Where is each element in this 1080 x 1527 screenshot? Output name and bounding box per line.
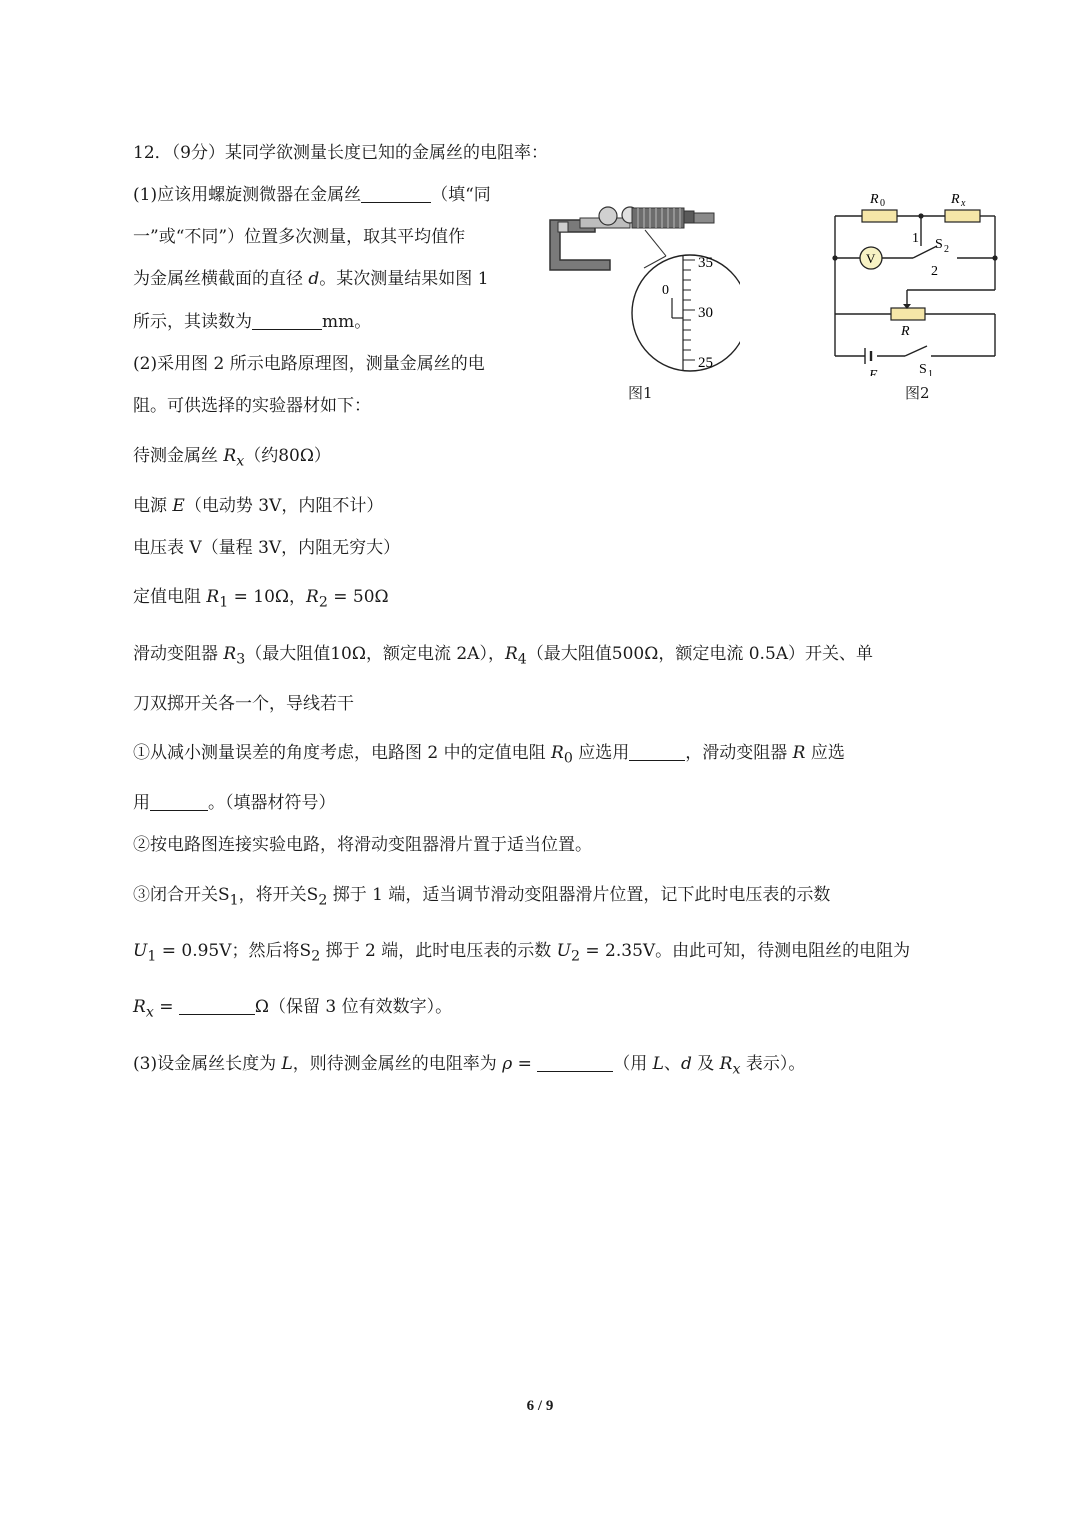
step3-line3: $R_x = \Omega$（保留 3 位有效数字）。 (133, 997, 453, 1021)
part2-line2: 阻。可供选择的实验器材如下： (133, 396, 371, 416)
figure1-micrometer (540, 198, 740, 402)
figure2-caption: 图2 (905, 384, 930, 402)
label-pos1: 1 (912, 231, 919, 246)
scale-label-35: 35 (698, 255, 713, 271)
answer-blank-reading[interactable] (252, 312, 322, 330)
rheostat-r (891, 308, 925, 320)
label-s1: S (919, 362, 927, 376)
label-r0: R (870, 192, 879, 207)
label-pos2: 2 (931, 264, 938, 279)
label-e: E (869, 368, 878, 376)
answer-blank-rheostat[interactable] (150, 793, 208, 811)
answer-blank-position[interactable] (361, 185, 431, 203)
step3-line2: $U_1 = 0.95V$；然后将$S_2$ 掷于 2 端，此时电压表的示数 $U_2 = 2.35V$。由此可知，待测电阻丝的电阻为 (133, 941, 911, 965)
step1-line1: ①从减小测量误差的角度考虑，电路图 2 中的定值电阻 $R_0$ 应选用 ，滑动变阻器 R 应选 (133, 743, 845, 767)
step2-line: ②按电路图连接实验电路，将滑动变阻器滑片置于适当位置。 (133, 835, 592, 855)
answer-blank-rx[interactable] (179, 997, 255, 1015)
equip-fixed-resistors: 定值电阻 $R_1 = 10\Omega$，$R_2 = 50\Omega$ (133, 587, 389, 611)
step1-line2: 用 。（填器材符号） (133, 793, 336, 813)
micrometer-drawing (540, 198, 740, 383)
answer-blank-r0[interactable] (629, 743, 685, 761)
equip-voltmeter: 电压表 V（量程 3V，内阻无穷大） (133, 538, 401, 558)
page-number: 6 / 9 (526, 1398, 554, 1414)
scale-label-30: 30 (698, 305, 713, 321)
figure1-caption: 图1 (628, 384, 653, 402)
scale-label-25: 25 (698, 355, 713, 371)
micrometer-thimble (632, 208, 684, 228)
resistor-rx (945, 210, 980, 222)
micrometer-lock (599, 207, 617, 225)
part3-line: (3)设金属丝长度为 L，则待测金属丝的电阻率为 ρ = （用 L、d 及 $R_x$ 表示）。 (133, 1054, 806, 1078)
part1-line1: (1)应该用螺旋测微器在金属丝 （填“同 (133, 185, 491, 205)
resistor-r0 (862, 210, 897, 222)
figure2-circuit (825, 186, 1005, 401)
label-s2-sub: 2 (944, 244, 949, 255)
part1-line3: 为金属丝横截面的直径 d。某次测量结果如图 1 (133, 269, 489, 289)
label-rx-sub: x (961, 198, 966, 209)
micrometer-ratchet (684, 211, 694, 223)
question-title: 12．（9分）某同学欲测量长度已知的金属丝的电阻率： (133, 143, 548, 163)
circuit-drawing (825, 186, 1005, 376)
equip-rheostats: 滑动变阻器 $R_3$（最大阻值10Ω，额定电流 2A），$R_4$（最大阻值500Ω，额定电流 0.5A）开关、单 (133, 644, 874, 668)
magnifier-circle (632, 255, 740, 371)
label-s2: S (935, 237, 943, 252)
label-r0-sub: 0 (880, 198, 885, 209)
equip-source: 电源 E（电动势 3V，内阻不计） (133, 496, 384, 516)
step3-line1: ③闭合开关$S_1$，将开关$S_2$ 掷于 1 端，适当调节滑动变阻器滑片位置，记下此时电压表的示数 (133, 885, 831, 909)
micrometer-anvil (558, 222, 568, 232)
answer-blank-resistivity[interactable] (537, 1054, 613, 1072)
equip-rx: 待测金属丝 $R_x$（约80Ω） (133, 446, 331, 470)
part2-line1: (2)采用图 2 所示电路原理图，测量金属丝的电 (133, 354, 485, 374)
label-r: R (901, 324, 910, 339)
part1-line2: 一”或“不同”）位置多次测量，取其平均值作 (133, 227, 466, 247)
voltmeter-label: V (866, 251, 876, 266)
label-s1-sub: 1 (928, 369, 933, 376)
scale-label-0: 0 (662, 283, 669, 298)
equip-switches: 刀双掷开关各一个，导线若干 (133, 694, 354, 714)
label-rx: R (951, 192, 960, 207)
part1-line4: 所示，其读数为 mm。 (133, 312, 372, 332)
